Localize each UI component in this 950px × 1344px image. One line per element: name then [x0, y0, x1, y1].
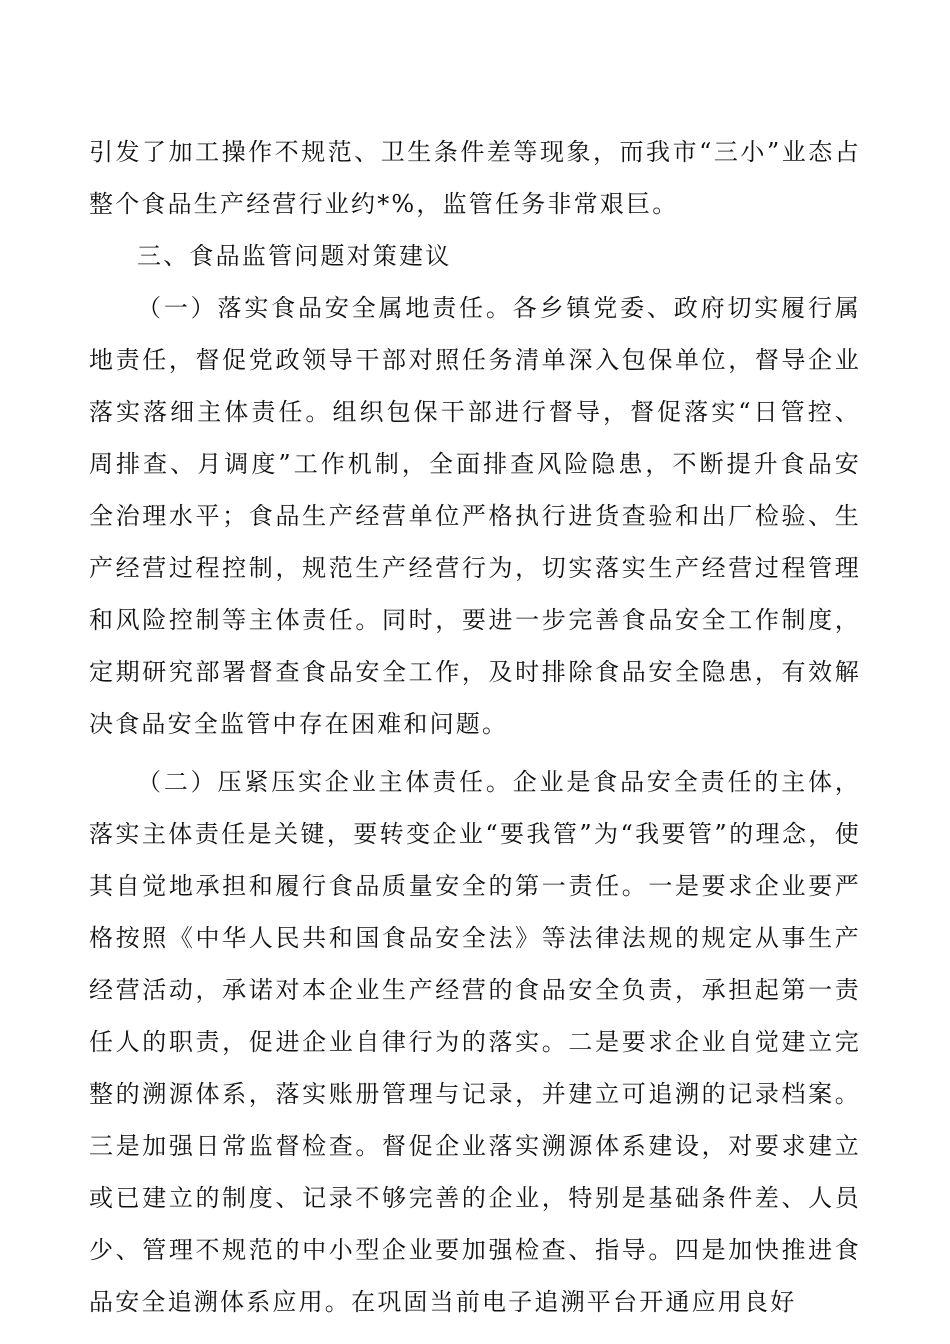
paragraph-item-2: （二）压紧压实企业主体责任。企业是食品安全责任的主体，落实主体责任是关键，要转变企业“要我管”为“我要管”的理念，使其自觉地承担和履行食品质量安全的第一责任。一是要求企业要严格按照《中华人民共和国食品安全法》等法律法规的规定从事生产经营活动，承诺对本企业生产经营的食品安全负责，承担起第一责任人的职责，促进企业自律行为的落实。二是要求企业自觉建立完整的溯源体系，落实账册管理与记录，并建立可追溯的记录档案。三是加强日常监督检查。督促企业落实溯源体系建设，对要求建立或已建立的制度、记录不够完善的企业，特别是基础条件差、人员少、管理不规范的中小型企业要加强检查、指导。四是加快推进食品安全追溯体系应用。在巩固当前电子追溯平台开通应用良好: [89, 768, 861, 1316]
paragraph-item-1: （一）落实食品安全属地责任。各乡镇党委、政府切实履行属地责任，督促党政领导干部对照任务清单深入包保单位，督导企业落实落细主体责任。组织包保干部进行督导，督促落实“日管控、周排查、月调度”工作机制，全面排查风险隐患，不断提升食品安全治理水平；食品生产经营单位严格执行进货查验和出厂检验、生产经营过程控制，规范生产经营行为，切实落实生产经营过程管理和风险控制等主体责任。同时，要进一步完善食品安全工作制度，定期研究部署督查食品安全工作，及时排除食品安全隐患，有效解决食品安全监管中存在困难和问题。: [89, 294, 861, 738]
document-body: [89, 126, 861, 1328]
paragraph-continuation: 引发了加工操作不规范、卫生条件差等现象，而我市“三小”业态占整个食品生产经营行业约*%，监管任务非常艰巨。: [89, 138, 861, 218]
section-heading: 三、食品监管问题对策建议: [137, 242, 452, 270]
